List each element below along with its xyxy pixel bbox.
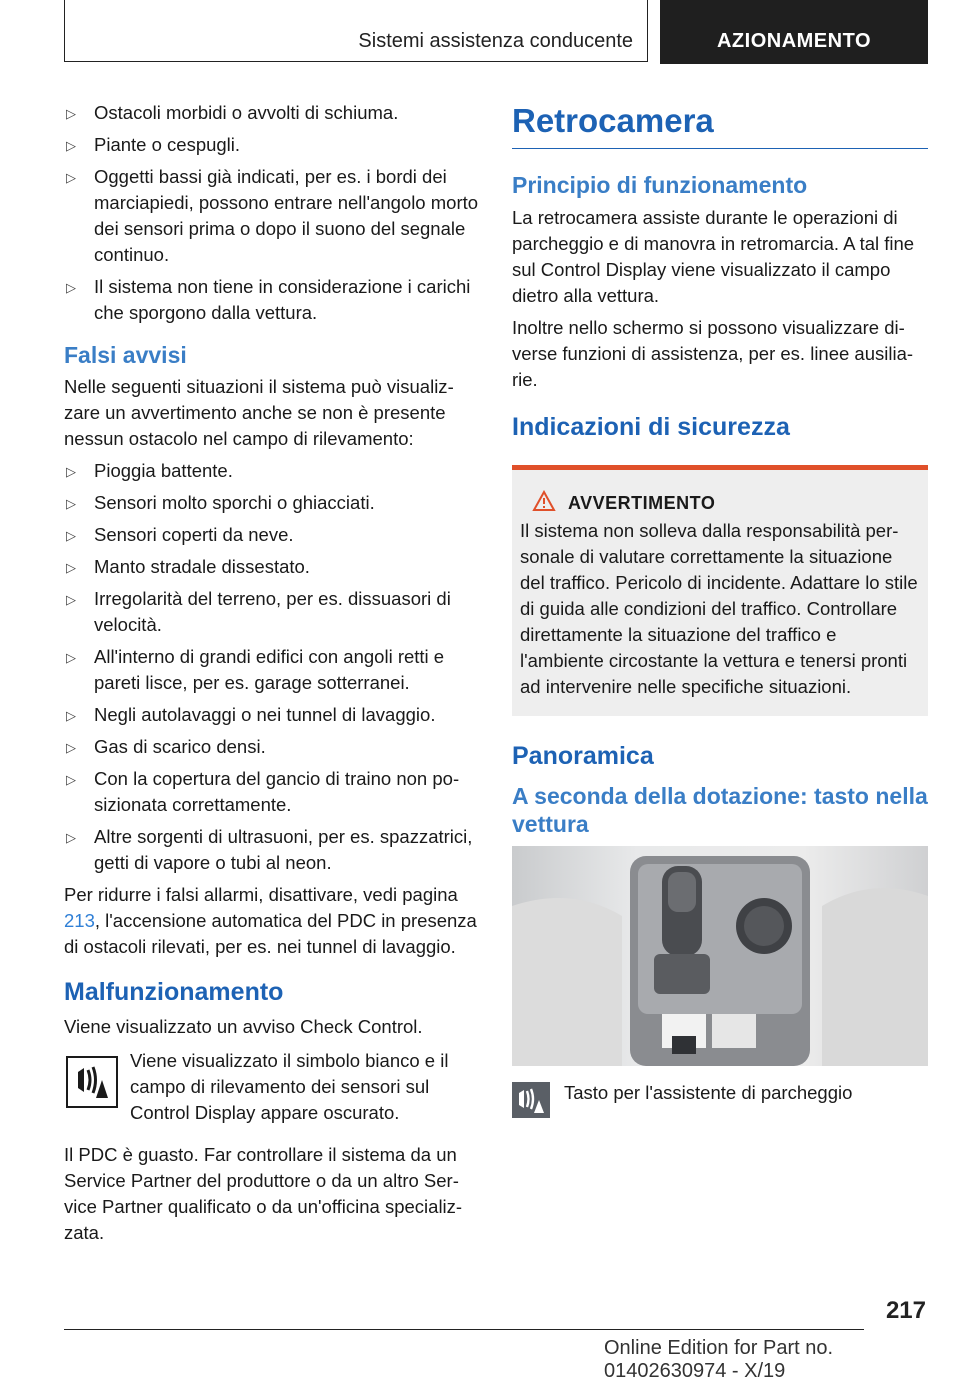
triangle-bullet-icon: ▷	[66, 280, 76, 295]
caption-text: Tasto per l'assistente di parcheggio	[564, 1082, 853, 1103]
retrocamera-title: Retrocamera	[512, 100, 928, 149]
footer-divider	[64, 1329, 864, 1330]
warning-box	[512, 465, 928, 716]
falsi-avvisi-intro: Nelle seguenti situazioni il sistema può visualizzare un avvertimento anche se non è presente nessun ostacolo nel campo di rilevamento:	[64, 376, 454, 449]
reduce-false-alarms-text: Per ridurre i falsi allarmi, disattivare, vedi pagina 213, l'accensione automatica del PDC in presenza di ostacoli rilevati, per es. nei tunnel di lavaggio.	[64, 884, 477, 957]
triangle-bullet-icon: ▷	[66, 650, 76, 665]
warning-triangle-icon	[532, 490, 556, 512]
malfunzionamento-heading: Malfunzionamento	[64, 978, 284, 1006]
page-reference-link[interactable]: 213	[64, 910, 95, 931]
triangle-bullet-icon: ▷	[66, 708, 76, 723]
header-chapter-tab	[660, 0, 928, 64]
list-item: ▷ Il sistema non tiene in considerazione i carichi che sporgono dalla vettura.	[66, 276, 471, 323]
list-item: ▷ Con la copertura del gancio di traino non posizionata correttamente.	[66, 768, 460, 815]
triangle-bullet-icon: ▷	[66, 464, 76, 479]
falsi-avvisi-heading: Falsi avvisi	[64, 342, 187, 368]
page-header	[64, 0, 928, 64]
triangle-bullet-icon: ▷	[66, 528, 76, 543]
list-item: ▷ Ostacoli morbidi o avvolti di schiuma.	[64, 100, 480, 126]
header-section-title: Sistemi assistenza conducente	[358, 30, 633, 52]
list-item: ▷ Oggetti bassi già indicati, per es. i bordi dei marciapiedi, possono entrare nell'angolo morto dei sensori prima o dopo il suono del segnale continuo.	[66, 166, 479, 265]
list-item: ▷ Irregolarità del terreno, per es. dissuasori di velocità.	[66, 588, 451, 635]
principle-heading: Principio di funzionamento	[512, 172, 808, 198]
right-column	[512, 100, 928, 1124]
list-item: ▷ All'interno di grandi edifici con angoli retti e pareti lisce, per es. garage sotterranei.	[66, 646, 445, 693]
page-number: 217	[885, 1297, 926, 1324]
pdc-symbol-text: Viene visualizzato il simbolo bianco e il campo di rilevamento dei sensori sul Control Display appare oscurato.	[130, 1050, 449, 1123]
triangle-bullet-icon: ▷	[66, 560, 76, 575]
triangle-bullet-icon: ▷	[66, 496, 76, 511]
triangle-bullet-icon: ▷	[66, 106, 76, 121]
triangle-bullet-icon: ▷	[66, 138, 76, 153]
principle-paragraph-2: Inoltre nello schermo si possono visualizzare diverse funzioni di assistenza, per es. linee ausiliarie.	[512, 317, 914, 390]
edition-note: Online Edition for Part no. 01402630974 - X/19	[604, 1337, 834, 1382]
panoramica-heading: Panoramica	[512, 742, 654, 770]
list-item: ▷ Sensori coperti da neve.	[64, 522, 480, 548]
pdc-symbol-row	[64, 1048, 480, 1132]
principle-paragraph-1: La retrocamera assiste durante le operazioni di parcheggio e di manovra in retromarcia. A tal fine sul Control Display viene visualizzato il campo dietro alla vettura.	[512, 207, 915, 306]
list-item: ▷ Manto stradale dissestato.	[64, 554, 480, 580]
list-item: ▷ Altre sorgenti di ultrasuoni, per es. spazzatrici, getti di vapore o tubi al neon.	[66, 826, 473, 873]
list-item: ▷ Pioggia battente.	[64, 458, 480, 484]
caption-row	[512, 1080, 928, 1124]
header-section-box	[64, 0, 648, 62]
center-console-photo	[512, 846, 928, 1066]
triangle-bullet-icon: ▷	[66, 170, 76, 185]
malfunzionamento-end: Il PDC è guasto. Far controllare il sistema da un Service Partner del produttore o da un altro Service Partner qualificato o da un'officina specializzata.	[64, 1144, 463, 1243]
triangle-bullet-icon: ▷	[66, 830, 76, 845]
list-item: ▷ Piante o cespugli.	[64, 132, 480, 158]
pdc-warning-icon	[66, 1056, 118, 1108]
button-heading: A seconda della dotazione: tasto nella vettura	[512, 783, 928, 837]
warning-text: Il sistema non solleva dalla responsabilità personale di valutare correttamente la situazione del traffico. Pericolo di incidente. Adattare lo stile di guida alle condizioni del traffico. Controllare direttamente la situazione del traffico e l'ambiente circostante la vettura e tenersi pronti ad intervenire nelle specifiche situazioni.	[520, 520, 918, 697]
warning-label: AVVERTIMENTO	[520, 490, 920, 516]
triangle-bullet-icon: ▷	[66, 740, 76, 755]
triangle-bullet-icon: ▷	[66, 592, 76, 607]
park-assist-button-icon	[512, 1082, 550, 1118]
malfunzionamento-intro: Viene visualizzato un avviso Check Control.	[64, 1016, 423, 1037]
safety-heading: Indicazioni di sicurezza	[512, 413, 790, 441]
list-item: ▷ Negli autolavaggi o nei tunnel di lavaggio.	[64, 702, 480, 728]
header-chapter-label: AZIONAMENTO	[716, 30, 871, 52]
list-item: ▷ Sensori molto sporchi o ghiacciati.	[64, 490, 480, 516]
bullet-list-falsi	[64, 458, 480, 876]
left-column	[64, 100, 480, 1252]
triangle-bullet-icon: ▷	[66, 772, 76, 787]
list-item: ▷ Gas di scarico densi.	[64, 734, 480, 760]
bullet-list-top	[64, 100, 480, 326]
